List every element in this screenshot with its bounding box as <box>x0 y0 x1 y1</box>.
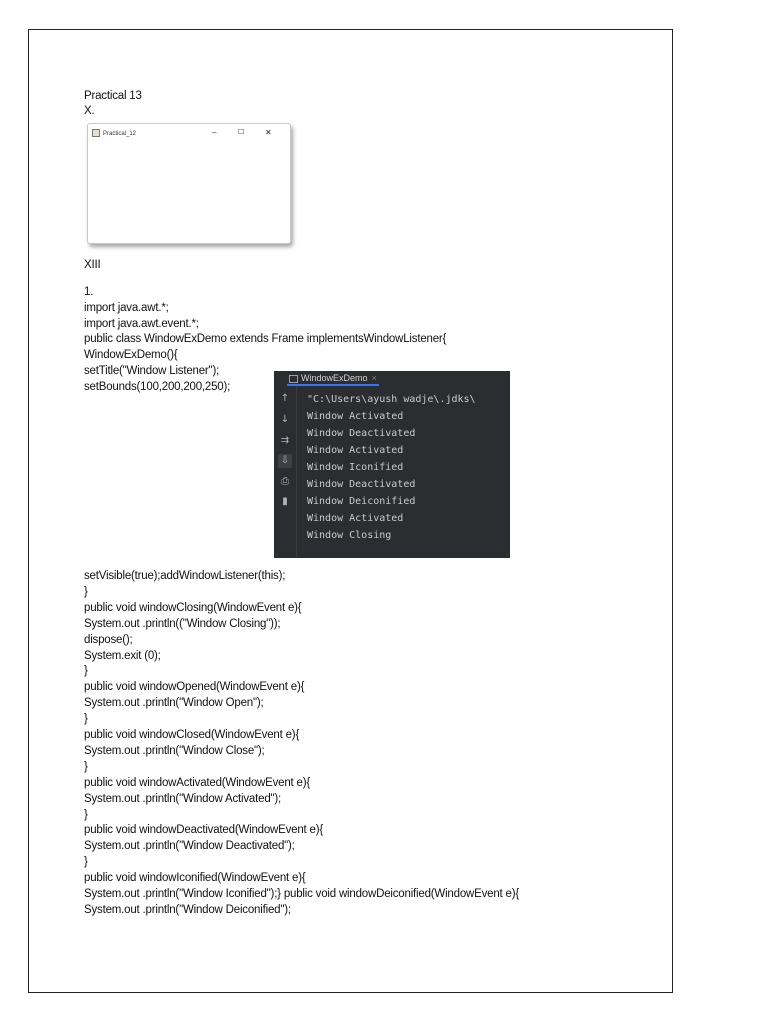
console-tab-icon <box>289 375 298 383</box>
code-line: public void windowClosed(WindowEvent e){ <box>84 729 300 741</box>
code-line: } <box>84 808 88 821</box>
code-line: public void windowActivated(WindowEvent e){ <box>84 776 310 789</box>
code-line: import java.awt.*; <box>84 302 169 314</box>
code-line: } <box>84 665 88 678</box>
code-line: public void windowClosing(WindowEvent e){ <box>84 601 302 614</box>
print-icon: ⎙ <box>281 476 289 487</box>
code-line: System.out .println("Window Iconified");} public void windowDeiconified(WindowEvent e){ <box>84 888 519 900</box>
item-number: 1. <box>84 286 94 298</box>
code-line: public class WindowExDemo extends Frame implementsWindowListener{ <box>84 333 447 345</box>
frame-title: Practical_12 <box>103 131 137 137</box>
arrow-up-icon: ↑ <box>280 393 290 404</box>
tab-close-icon: × <box>371 373 377 383</box>
code-line: } <box>84 713 88 726</box>
trash-icon: ▮ <box>282 496 288 507</box>
console-line: Window Deactivated <box>307 479 416 490</box>
code-line: } <box>84 856 88 869</box>
code-line: public void windowDeactivated(WindowEvent e){ <box>84 824 324 837</box>
section-label-x: X. <box>84 105 95 117</box>
console-tab-title: WindowExDemo <box>301 373 368 383</box>
section-label-xiii: XIII <box>84 259 101 271</box>
code-line: System.out .println("Window Activated"); <box>84 792 282 805</box>
console-line: Window Activated <box>307 411 404 422</box>
console-screenshot <box>274 371 510 558</box>
code-line: System.exit (0); <box>84 649 161 662</box>
code-line: setTitle("Window Listener"); <box>84 365 220 377</box>
frame-window-screenshot <box>87 123 291 244</box>
code-line: setVisible(true);addWindowListener(this); <box>84 570 286 582</box>
code-line: System.out .println(("Window Closing")); <box>84 617 281 630</box>
minimize-icon: – <box>212 128 217 137</box>
code-line: WindowExDemo(){ <box>84 349 178 361</box>
console-output <box>307 391 476 544</box>
soft-wrap-icon: ⇉ <box>280 435 290 446</box>
code-line: import java.awt.event.*; <box>84 318 199 330</box>
console-toolbar <box>274 386 297 558</box>
code-line: dispose(); <box>84 633 133 646</box>
console-tab <box>287 372 379 386</box>
console-line: Window Deiconified <box>307 496 416 507</box>
console-line: Window Iconified <box>307 462 404 473</box>
code-line: System.out .println("Window Open"); <box>84 697 264 710</box>
code-line: } <box>84 585 88 598</box>
frame-title-bar <box>92 128 282 140</box>
code-line: System.out .println("Window Close"); <box>84 744 265 757</box>
console-line: Window Closing <box>307 530 392 541</box>
console-line: Window Activated <box>307 513 404 524</box>
doc-heading: Practical 13 <box>84 90 142 102</box>
console-line: "C:\Users\ayush wadje\.jdks\ <box>307 394 476 405</box>
console-line: Window Activated <box>307 445 404 456</box>
code-line: System.out .println("Window Deactivated"); <box>84 840 295 853</box>
code-line: public void windowIconified(WindowEvent e){ <box>84 872 306 885</box>
maximize-icon: ☐ <box>238 129 245 136</box>
java-app-icon <box>92 129 100 137</box>
code-line: setBounds(100,200,200,250); <box>84 381 231 393</box>
code-line: System.out .println("Window Deiconified"); <box>84 903 291 916</box>
arrow-down-icon: ↓ <box>280 414 290 425</box>
console-tab-bar <box>274 371 510 386</box>
console-line: Window Deactivated <box>307 428 416 439</box>
close-icon: ✕ <box>265 128 272 137</box>
scroll-to-end-icon: ⇩ <box>278 454 292 468</box>
code-line: } <box>84 760 88 773</box>
code-line: public void windowOpened(WindowEvent e){ <box>84 681 305 694</box>
